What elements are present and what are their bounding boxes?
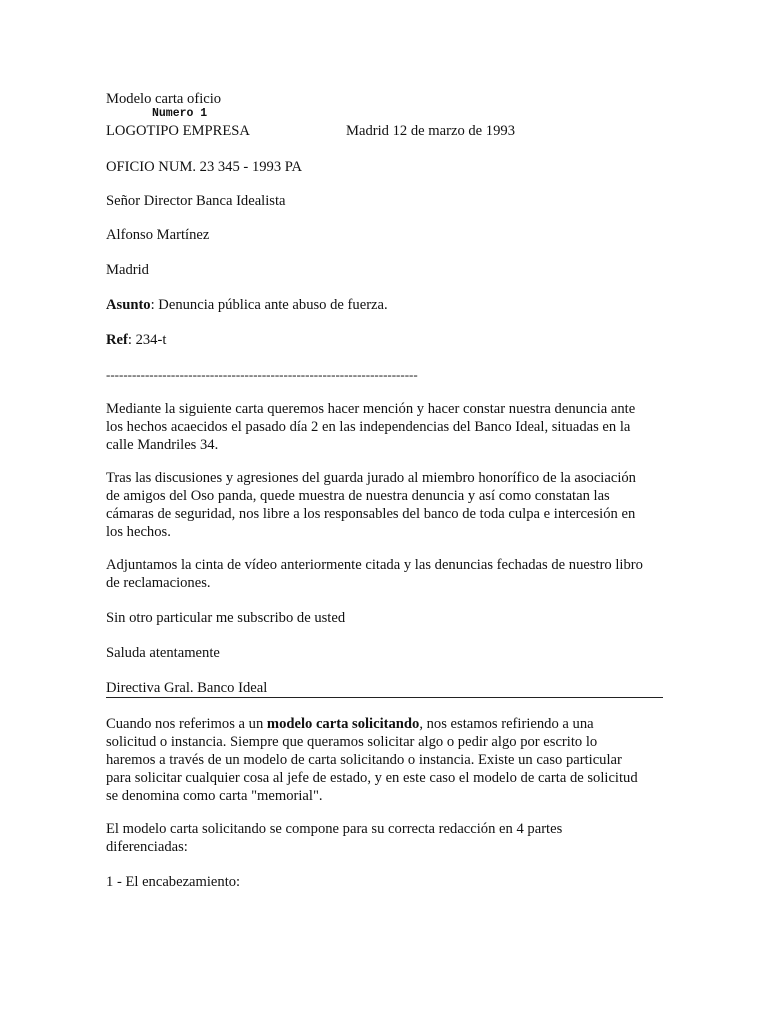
letter-paragraph-3 [106, 556, 666, 592]
reference-label: Ref [106, 332, 128, 348]
paragraph-line: Adjuntamos la cinta de vídeo anteriormente citada y las denuncias fechadas de nuestro libro [106, 557, 643, 573]
recipient: Señor Director Banca Idealista [106, 193, 286, 209]
paragraph-line [106, 715, 666, 733]
letter-paragraph-1 [106, 400, 666, 454]
date-place: Madrid 12 de marzo de 1993 [346, 123, 515, 139]
article-paragraph-2 [106, 820, 666, 856]
paragraph-line: de amigos del Oso panda, quede muestra de nuestra denuncia y así como constatan las [106, 488, 610, 504]
closing-line-2: Saluda atentamente [106, 645, 220, 661]
article-text: Cuando nos referimos a un [106, 716, 267, 732]
closing-line-1: Sin otro particular me subscribo de usted [106, 610, 346, 626]
separator-dashes: ------------------------------------------------------------------------ [106, 367, 418, 382]
reference-text: : 234-t [127, 332, 167, 348]
subject-label: Asunto [106, 297, 151, 313]
list-item-1: 1 - El encabezamiento: [106, 874, 241, 890]
letter-title: Modelo carta oficio [106, 91, 222, 107]
paragraph-line: El modelo carta solicitando se compone para su correcta redacción en 4 partes [106, 821, 563, 837]
paragraph-line: los hechos. [106, 524, 171, 540]
paragraph-line: Mediante la siguiente carta queremos hacer mención y hacer constar nuestra denuncia ante [106, 401, 636, 417]
article-bold-term: modelo carta solicitando [266, 716, 420, 732]
paragraph-line: calle Mandriles 34. [106, 437, 219, 453]
oficio-number: OFICIO NUM. 23 345 - 1993 PA [106, 159, 303, 175]
subject-text: : Denuncia pública ante abuso de fuerza. [150, 297, 388, 313]
paragraph-line: se denomina como carta "memorial". [106, 788, 323, 804]
paragraph-line: diferenciadas: [106, 839, 188, 855]
horizontal-rule [106, 697, 663, 698]
recipient-city: Madrid [106, 262, 149, 278]
paragraph-line: haremos a través de un modelo de carta solicitando o instancia. Existe un caso particular [106, 752, 622, 768]
recipient-name: Alfonso Martínez [106, 227, 210, 243]
paragraph-line: los hechos acaecidos el pasado día 2 en las independencias del Banco Ideal, situadas en la [106, 419, 631, 435]
paragraph-line: de reclamaciones. [106, 575, 211, 591]
paragraph-line: Tras las discusiones y agresiones del guarda jurado al miembro honorífico de la asociación [106, 470, 636, 486]
subject-line [106, 296, 388, 314]
paragraph-line: cámaras de seguridad, nos libre a los responsables del banco de toda culpa e intercesión en [106, 506, 636, 522]
paragraph-line: solicitud o instancia. Siempre que queramos solicitar algo o pedir algo por escrito lo [106, 734, 598, 750]
paragraph-line: para solicitar cualquier cosa al jefe de estado, y en este caso el modelo de carta de solicitud [106, 770, 638, 786]
reference-line [106, 331, 166, 349]
logo-placeholder: LOGOTIPO EMPRESA [106, 123, 250, 139]
letter-number: Numero 1 [152, 107, 208, 120]
signature: Directiva Gral. Banco Ideal [106, 680, 268, 696]
letter-paragraph-2 [106, 469, 666, 541]
article-text: , nos estamos refiriendo a una [419, 716, 594, 732]
article-paragraph-1 [106, 715, 666, 805]
